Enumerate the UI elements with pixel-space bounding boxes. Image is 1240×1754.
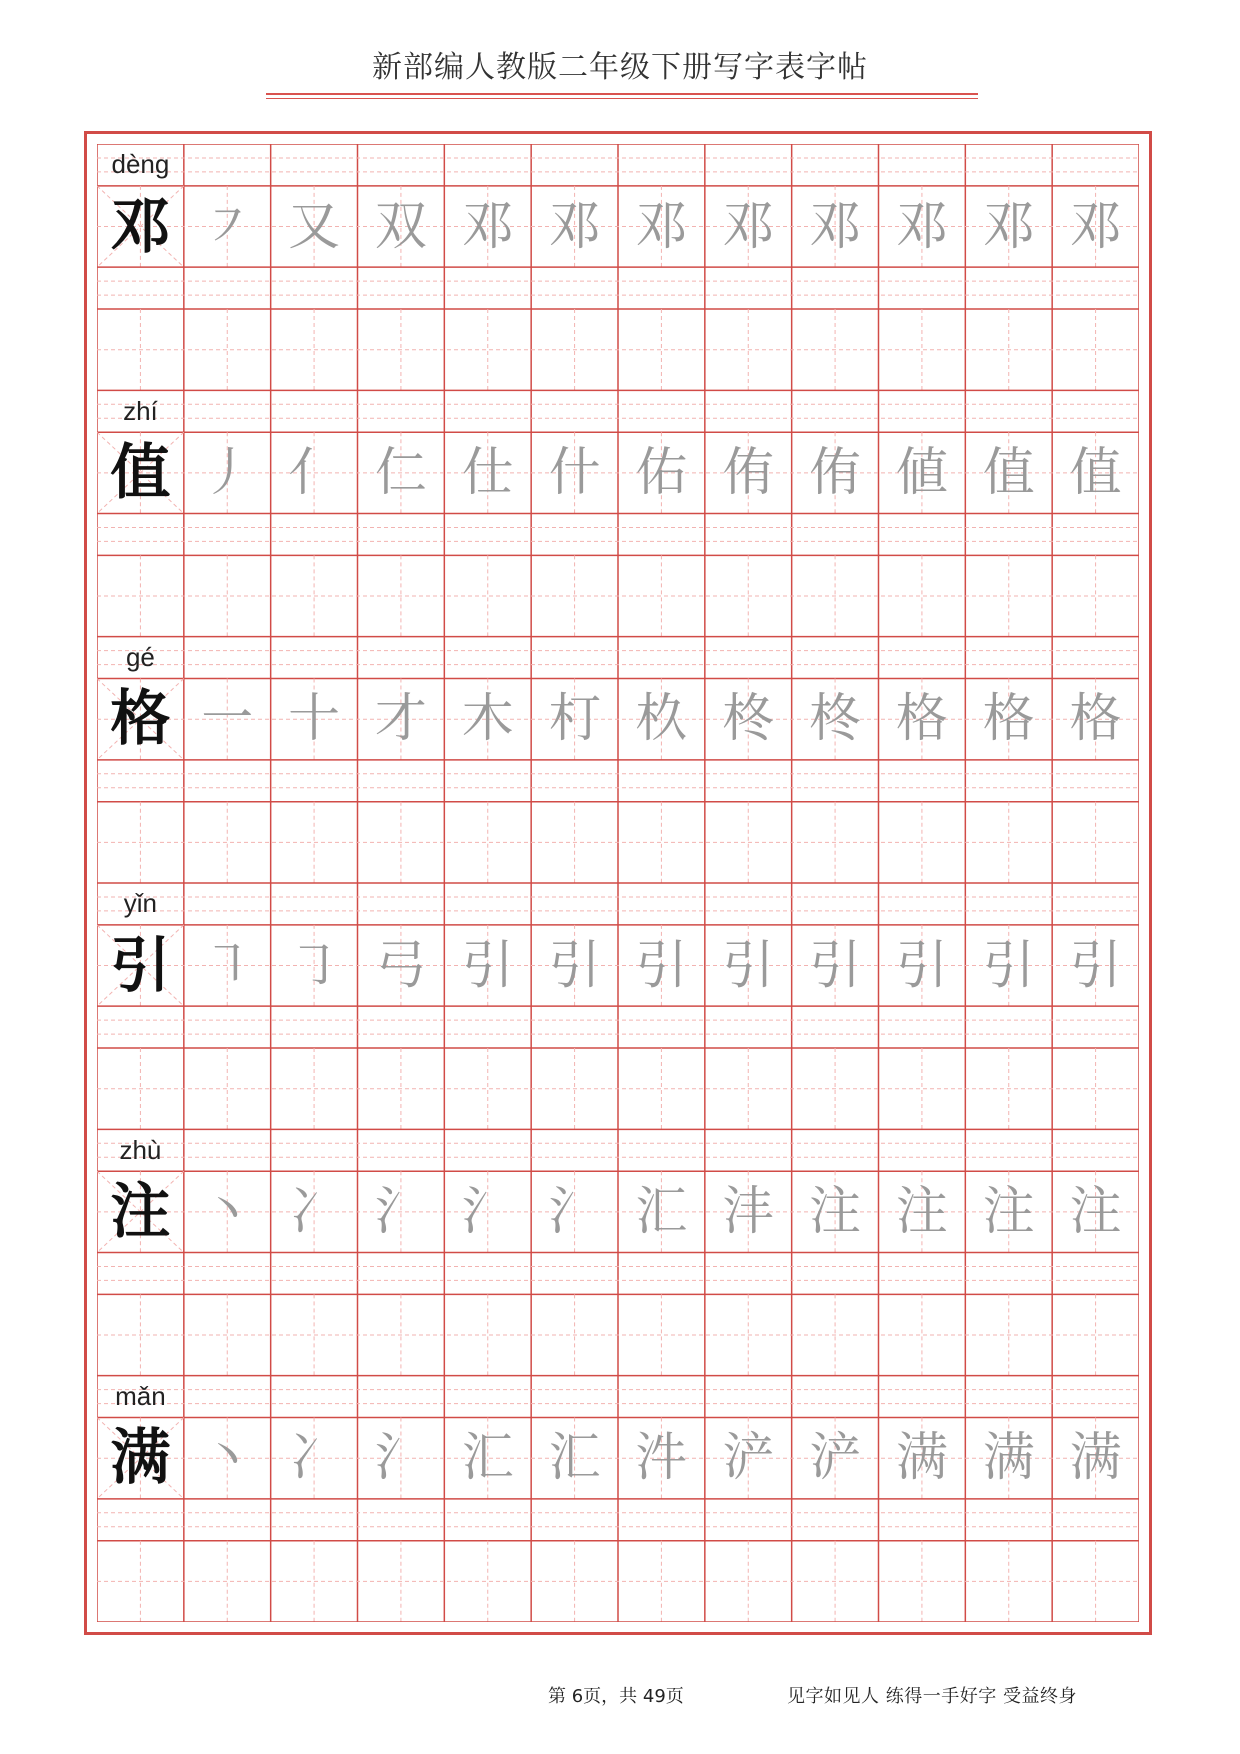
- stroke-step-character: 才: [374, 689, 427, 750]
- stroke-step-character: 侑: [722, 442, 775, 503]
- stroke-step-character: 邓: [1069, 196, 1122, 257]
- stroke-step-character: 邓: [809, 196, 862, 257]
- stroke-step-character: 邓: [722, 196, 775, 257]
- stroke-step-character: 杦: [635, 689, 688, 750]
- stroke-step-character: 汇: [635, 1181, 688, 1242]
- model-character: 值: [110, 437, 171, 508]
- stroke-step-character: ㇇: [201, 196, 254, 257]
- stroke-step-character: 亻: [288, 442, 341, 503]
- stroke-step-character: 满: [895, 1428, 948, 1489]
- stroke-step-character: 柊: [722, 689, 775, 750]
- stroke-step-character: 冫: [288, 1181, 341, 1242]
- stroke-step-character: 引: [722, 935, 775, 996]
- stroke-step-character: 注: [982, 1181, 1035, 1242]
- stroke-step-character: 仁: [374, 442, 427, 503]
- grid-lines: [97, 144, 1139, 1622]
- stroke-step-character: 双: [374, 196, 427, 257]
- stroke-step-character: 格: [982, 689, 1035, 750]
- stroke-step-character: 注: [809, 1181, 862, 1242]
- model-character: 引: [110, 930, 171, 1001]
- model-character: 邓: [110, 191, 171, 262]
- stroke-step-character: 丿: [201, 442, 254, 503]
- stroke-step-character: 汇: [461, 1428, 514, 1489]
- stroke-step-character: 佑: [635, 442, 688, 503]
- stroke-step-character: 邓: [982, 196, 1035, 257]
- stroke-step-character: 氵: [374, 1181, 427, 1242]
- practice-sheet: [84, 131, 1152, 1635]
- stroke-step-character: 邓: [548, 196, 601, 257]
- stroke-step-character: 丶: [201, 1428, 254, 1489]
- pinyin-label: mǎn: [115, 1381, 166, 1412]
- pinyin-label: gé: [125, 642, 155, 673]
- stroke-step-character: 满: [1069, 1428, 1122, 1489]
- stroke-step-character: 引: [982, 935, 1035, 996]
- title-underline-thin: [266, 98, 978, 99]
- stroke-step-character: 沣: [722, 1181, 775, 1242]
- stroke-step-character: 冫: [288, 1428, 341, 1489]
- stroke-step-character: 满: [982, 1428, 1035, 1489]
- stroke-step-character: 汇: [548, 1428, 601, 1489]
- stroke-step-character: 注: [1069, 1181, 1122, 1242]
- stroke-step-character: 邓: [635, 196, 688, 257]
- pinyin-label: yǐn: [123, 888, 158, 919]
- stroke-step-character: 朾: [548, 689, 601, 750]
- stroke-step-character: ㇕: [201, 935, 254, 996]
- footer-motto: 见字如见人 练得一手好字 受益终身: [787, 1686, 1077, 1707]
- stroke-step-character: 引: [895, 935, 948, 996]
- stroke-step-character: 浐: [809, 1428, 862, 1489]
- model-character: 格: [110, 684, 171, 755]
- stroke-step-character: 引: [548, 935, 601, 996]
- stroke-step-character: 什: [548, 442, 601, 503]
- stroke-step-character: 浐: [722, 1428, 775, 1489]
- stroke-step-character: 注: [895, 1181, 948, 1242]
- stroke-step-character: 仕: [461, 442, 514, 503]
- stroke-step-character: 格: [1069, 689, 1122, 750]
- pinyin-label: dèng: [111, 149, 170, 180]
- stroke-step-character: 汼: [635, 1428, 688, 1489]
- stroke-step-character: 木: [461, 689, 514, 750]
- model-character: 满: [110, 1423, 171, 1494]
- stroke-step-character: 邓: [461, 196, 514, 257]
- stroke-step-character: 引: [461, 935, 514, 996]
- stroke-step-character: 柊: [809, 689, 862, 750]
- model-character: 注: [110, 1176, 171, 1247]
- stroke-step-character: 値: [895, 442, 948, 503]
- stroke-step-character: 一: [201, 689, 254, 750]
- stroke-step-character: 弓: [374, 935, 427, 996]
- stroke-step-character: 氵: [548, 1181, 601, 1242]
- stroke-step-character: 邓: [895, 196, 948, 257]
- page-title: 新部编人教版二年级下册写字表字帖: [372, 50, 868, 85]
- stroke-step-character: 引: [635, 935, 688, 996]
- stroke-step-character: ㇆: [288, 935, 341, 996]
- stroke-step-character: 引: [809, 935, 862, 996]
- title-underline: [266, 93, 978, 95]
- stroke-step-character: 值: [1069, 442, 1122, 503]
- stroke-step-character: 氵: [374, 1428, 427, 1489]
- pinyin-label: zhí: [123, 395, 158, 426]
- page-number: 第 6页，共 49页: [548, 1686, 684, 1707]
- pinyin-label: zhù: [119, 1134, 162, 1165]
- stroke-step-character: 氵: [461, 1181, 514, 1242]
- stroke-step-character: 引: [1069, 935, 1122, 996]
- stroke-step-character: 十: [288, 689, 341, 750]
- stroke-step-character: 侑: [809, 442, 862, 503]
- stroke-step-character: 丶: [201, 1181, 254, 1242]
- stroke-step-character: 格: [895, 689, 948, 750]
- stroke-step-character: 又: [288, 196, 341, 257]
- stroke-step-character: 值: [982, 442, 1035, 503]
- practice-grid: [97, 144, 1139, 1622]
